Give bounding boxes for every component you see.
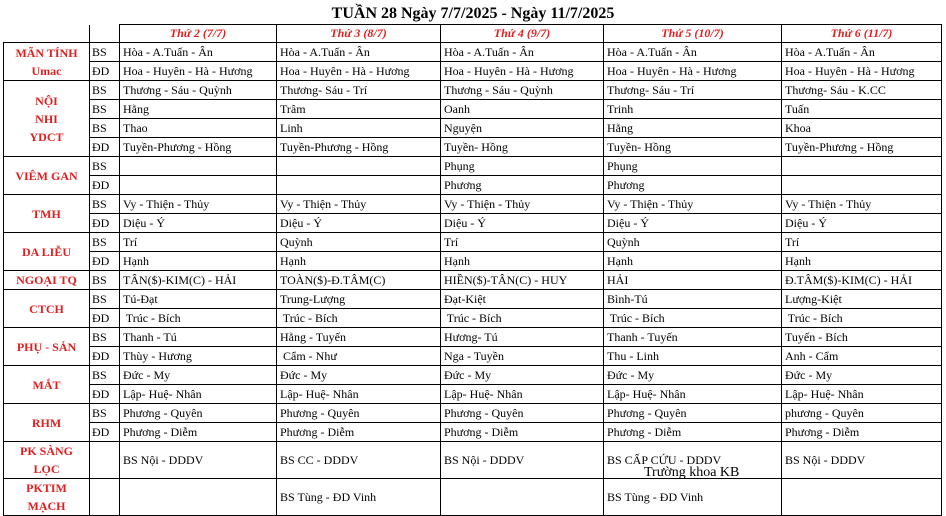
- assignment-cell: Thương- Sáu - Trí: [277, 81, 441, 100]
- assignment-cell: Trinh: [604, 100, 782, 119]
- assignment-cell: Phương - Diễm: [441, 423, 604, 442]
- assignment-cell: Lập- Huệ- Nhân: [604, 385, 782, 404]
- staff-role: [90, 442, 120, 479]
- header-row: [4, 25, 942, 43]
- assignment-cell: Thao: [120, 119, 277, 138]
- schedule-row: [4, 195, 942, 214]
- assignment-cell: Thùy - Hương: [120, 347, 277, 366]
- staff-role: BS: [90, 271, 120, 290]
- schedule-row: [4, 347, 942, 366]
- assignment-cell: Hương- Tú: [441, 328, 604, 347]
- assignment-cell: Quỳnh: [604, 233, 782, 252]
- schedule-row: [4, 176, 942, 195]
- staff-role: ĐD: [90, 252, 120, 271]
- staff-role: BS: [90, 404, 120, 423]
- assignment-cell: Trâm: [277, 100, 441, 119]
- assignment-cell: [441, 479, 604, 516]
- assignment-cell: Hạnh: [120, 252, 277, 271]
- assignment-cell: Hoa - Huyên - Hà - Hương: [782, 62, 942, 81]
- column-header-fri: Thứ 6 (11/7): [782, 25, 942, 43]
- assignment-cell: Lập- Huệ- Nhân: [441, 385, 604, 404]
- assignment-cell: Tuyền-Phương - Hồng: [782, 138, 942, 157]
- assignment-cell: Hằng: [604, 119, 782, 138]
- assignment-cell: Trí: [120, 233, 277, 252]
- assignment-cell: BS CẤP CỨU - DDDV: [604, 442, 782, 479]
- column-header-tue: Thứ 3 (8/7): [277, 25, 441, 43]
- assignment-cell: Vy - Thiện - Thủy: [782, 195, 942, 214]
- department-name: PK SÀNG LỌC: [4, 442, 90, 479]
- staff-role: ĐD: [90, 347, 120, 366]
- assignment-cell: Tuyền- Hồng: [604, 138, 782, 157]
- assignment-cell: Diệu - Ý: [604, 214, 782, 233]
- staff-role: BS: [90, 81, 120, 100]
- assignment-cell: Tuyền- Hồng: [441, 138, 604, 157]
- assignment-cell: Hoa - Huyên - Hà - Hương: [277, 62, 441, 81]
- assignment-cell: [277, 176, 441, 195]
- corner-cell: [90, 25, 120, 43]
- column-header-thu: Thứ 5 (10/7): [604, 25, 782, 43]
- assignment-cell: Đức - My: [277, 366, 441, 385]
- assignment-cell: Trúc - Bích: [604, 309, 782, 328]
- assignment-cell: HẢI: [604, 271, 782, 290]
- assignment-cell: Hạnh: [604, 252, 782, 271]
- assignment-cell: Trúc - Bích: [441, 309, 604, 328]
- staff-role: ĐD: [90, 214, 120, 233]
- schedule-row: [4, 366, 942, 385]
- department-name: NGOẠI TQ: [4, 271, 90, 290]
- assignment-cell: [277, 157, 441, 176]
- assignment-cell: Hằng: [120, 100, 277, 119]
- schedule-row: [4, 479, 942, 516]
- assignment-cell: Thương- Sáu - K.CC: [782, 81, 942, 100]
- assignment-cell: Hòa - A.Tuấn - Ân: [120, 43, 277, 62]
- schedule-row: [4, 404, 942, 423]
- department-name: PHỤ - SẢN: [4, 328, 90, 366]
- schedule-body: [4, 43, 942, 516]
- assignment-cell: [120, 157, 277, 176]
- staff-role: BS: [90, 43, 120, 62]
- assignment-cell: Bình-Tú: [604, 290, 782, 309]
- assignment-cell: Phương - Quyên: [441, 404, 604, 423]
- assignment-cell: [782, 176, 942, 195]
- schedule-row: [4, 233, 942, 252]
- assignment-cell: Hòa - A.Tuấn - Ân: [277, 43, 441, 62]
- assignment-cell: Hạnh: [441, 252, 604, 271]
- assignment-cell: TÂN($)-KIM(C) - HẢI: [120, 271, 277, 290]
- department-name: MẮT: [4, 366, 90, 404]
- schedule-row: [4, 119, 942, 138]
- assignment-cell: Phụng: [604, 157, 782, 176]
- assignment-cell: BS Nội - DDDV: [782, 442, 942, 479]
- assignment-cell: Oanh: [441, 100, 604, 119]
- assignment-cell: BS Nội - DDDV: [441, 442, 604, 479]
- assignment-cell: Hòa - A.Tuấn - Ân: [441, 43, 604, 62]
- assignment-cell: BS CC - DDDV: [277, 442, 441, 479]
- assignment-cell: Hằng - Tuyến: [277, 328, 441, 347]
- schedule-row: [4, 271, 942, 290]
- assignment-cell: Phương - Diễm: [604, 423, 782, 442]
- assignment-cell: Cẩm - Như: [277, 347, 441, 366]
- column-header-wed: Thứ 4 (9/7): [441, 25, 604, 43]
- assignment-cell: [782, 479, 942, 516]
- duty-schedule-table: [3, 24, 942, 516]
- assignment-cell: Diệu - Ý: [782, 214, 942, 233]
- assignment-cell: Phương - Diễm: [277, 423, 441, 442]
- schedule-row: [4, 138, 942, 157]
- department-name: DA LIỄU: [4, 233, 90, 271]
- assignment-cell: Vy - Thiện - Thủy: [604, 195, 782, 214]
- schedule-row: [4, 290, 942, 309]
- assignment-cell: Trúc - Bích: [277, 309, 441, 328]
- staff-role: ĐD: [90, 138, 120, 157]
- corner-cell: [4, 25, 90, 43]
- assignment-cell: Thương- Sáu - Trí: [604, 81, 782, 100]
- assignment-cell: Anh - Cẩm: [782, 347, 942, 366]
- assignment-cell: Phương - Quyên: [277, 404, 441, 423]
- assignment-cell: Thương - Sáu - Quỳnh: [120, 81, 277, 100]
- assignment-cell: Đ.TÂM($)-KIM(C) - HẢI: [782, 271, 942, 290]
- assignment-cell: Diệu - Ý: [441, 214, 604, 233]
- assignment-cell: Phương: [441, 176, 604, 195]
- assignment-cell: Phụng: [441, 157, 604, 176]
- column-header-mon: Thứ 2 (7/7): [120, 25, 277, 43]
- assignment-cell: Trúc - Bích: [782, 309, 942, 328]
- assignment-cell: Thu - Linh: [604, 347, 782, 366]
- assignment-cell: Quỳnh: [277, 233, 441, 252]
- assignment-cell: Nga - Tuyền: [441, 347, 604, 366]
- assignment-cell: Đức - My: [441, 366, 604, 385]
- assignment-cell: Phương - Quyên: [120, 404, 277, 423]
- assignment-cell: Lập- Huệ- Nhân: [120, 385, 277, 404]
- assignment-cell: Phương - Quyên: [604, 404, 782, 423]
- assignment-cell: Trí: [782, 233, 942, 252]
- footer-signature: Trường khoa KB: [644, 465, 740, 480]
- staff-role: BS: [90, 195, 120, 214]
- assignment-cell: [120, 479, 277, 516]
- schedule-row: [4, 81, 942, 100]
- assignment-cell: Trung-Lượng: [277, 290, 441, 309]
- assignment-cell: Trí: [441, 233, 604, 252]
- assignment-cell: Phương - Diễm: [120, 423, 277, 442]
- assignment-cell: Diệu - Ý: [120, 214, 277, 233]
- assignment-cell: Tuyền-Phương - Hồng: [277, 138, 441, 157]
- staff-role: BS: [90, 157, 120, 176]
- assignment-cell: BS Tùng - ĐD Vinh: [277, 479, 441, 516]
- schedule-row: [4, 442, 942, 479]
- assignment-cell: Vy - Thiện - Thủy: [277, 195, 441, 214]
- assignment-cell: HIỀN($)-TÂN(C) - HUY: [441, 271, 604, 290]
- assignment-cell: Khoa: [782, 119, 942, 138]
- schedule-row: [4, 43, 942, 62]
- assignment-cell: Lập- Huệ- Nhân: [782, 385, 942, 404]
- schedule-row: [4, 62, 942, 81]
- staff-role: ĐD: [90, 176, 120, 195]
- assignment-cell: Tuyến - Bích: [782, 328, 942, 347]
- assignment-cell: BS Nội - DDDV: [120, 442, 277, 479]
- staff-role: BS: [90, 119, 120, 138]
- schedule-row: [4, 214, 942, 233]
- assignment-cell: TOÀN($)-Đ.TÂM(C): [277, 271, 441, 290]
- assignment-cell: Đức - My: [120, 366, 277, 385]
- schedule-row: [4, 252, 942, 271]
- staff-role: BS: [90, 366, 120, 385]
- assignment-cell: Hòa - A.Tuấn - Ân: [782, 43, 942, 62]
- department-name: NỘI NHI YDCT: [4, 81, 90, 157]
- schedule-row: [4, 328, 942, 347]
- schedule-row: [4, 309, 942, 328]
- assignment-cell: Phương - Diễm: [782, 423, 942, 442]
- assignment-cell: Hoa - Huyên - Hà - Hương: [120, 62, 277, 81]
- staff-role: BS: [90, 290, 120, 309]
- schedule-row: [4, 157, 942, 176]
- staff-role: ĐD: [90, 385, 120, 404]
- assignment-cell: Nguyện: [441, 119, 604, 138]
- assignment-cell: Đức - My: [604, 366, 782, 385]
- assignment-cell: Thương - Sáu - Quỳnh: [441, 81, 604, 100]
- assignment-cell: Linh: [277, 119, 441, 138]
- schedule-row: [4, 385, 942, 404]
- department-name: MÃN TÍNH Umac: [4, 43, 90, 81]
- assignment-cell: Tú-Đạt: [120, 290, 277, 309]
- assignment-cell: BS Tùng - ĐD Vinh: [604, 479, 782, 516]
- schedule-title: TUẦN 28 Ngày 7/7/2025 - Ngày 11/7/2025: [331, 5, 615, 22]
- staff-role: [90, 479, 120, 516]
- assignment-cell: Diệu - Ý: [277, 214, 441, 233]
- assignment-cell: Lượng-Kiệt: [782, 290, 942, 309]
- assignment-cell: Tuấn: [782, 100, 942, 119]
- assignment-cell: Thanh - Tuyến: [604, 328, 782, 347]
- assignment-cell: Vy - Thiện - Thủy: [120, 195, 277, 214]
- department-name: VIÊM GAN: [4, 157, 90, 195]
- assignment-cell: Trúc - Bích: [120, 309, 277, 328]
- assignment-cell: Đức - My: [782, 366, 942, 385]
- assignment-cell: phương - Quyên: [782, 404, 942, 423]
- assignment-cell: Phương: [604, 176, 782, 195]
- assignment-cell: Hòa - A.Tuấn - Ân: [604, 43, 782, 62]
- assignment-cell: Lập- Huệ- Nhân: [277, 385, 441, 404]
- assignment-cell: Hạnh: [782, 252, 942, 271]
- assignment-cell: Đạt-Kiệt: [441, 290, 604, 309]
- staff-role: BS: [90, 233, 120, 252]
- department-name: PKTIM MẠCH: [4, 479, 90, 516]
- staff-role: ĐD: [90, 423, 120, 442]
- staff-role: BS: [90, 328, 120, 347]
- assignment-cell: Tuyền-Phương - Hồng: [120, 138, 277, 157]
- assignment-cell: Vy - Thiện - Thủy: [441, 195, 604, 214]
- staff-role: ĐD: [90, 62, 120, 81]
- assignment-cell: Thanh - Tú: [120, 328, 277, 347]
- assignment-cell: [120, 176, 277, 195]
- schedule-row: [4, 423, 942, 442]
- department-name: RHM: [4, 404, 90, 442]
- assignment-cell: Hạnh: [277, 252, 441, 271]
- department-name: CTCH: [4, 290, 90, 328]
- department-name: TMH: [4, 195, 90, 233]
- schedule-row: [4, 100, 942, 119]
- assignment-cell: Hoa - Huyên - Hà - Hương: [441, 62, 604, 81]
- staff-role: ĐD: [90, 309, 120, 328]
- assignment-cell: [782, 157, 942, 176]
- staff-role: BS: [90, 100, 120, 119]
- assignment-cell: Hoa - Huyên - Hà - Hương: [604, 62, 782, 81]
